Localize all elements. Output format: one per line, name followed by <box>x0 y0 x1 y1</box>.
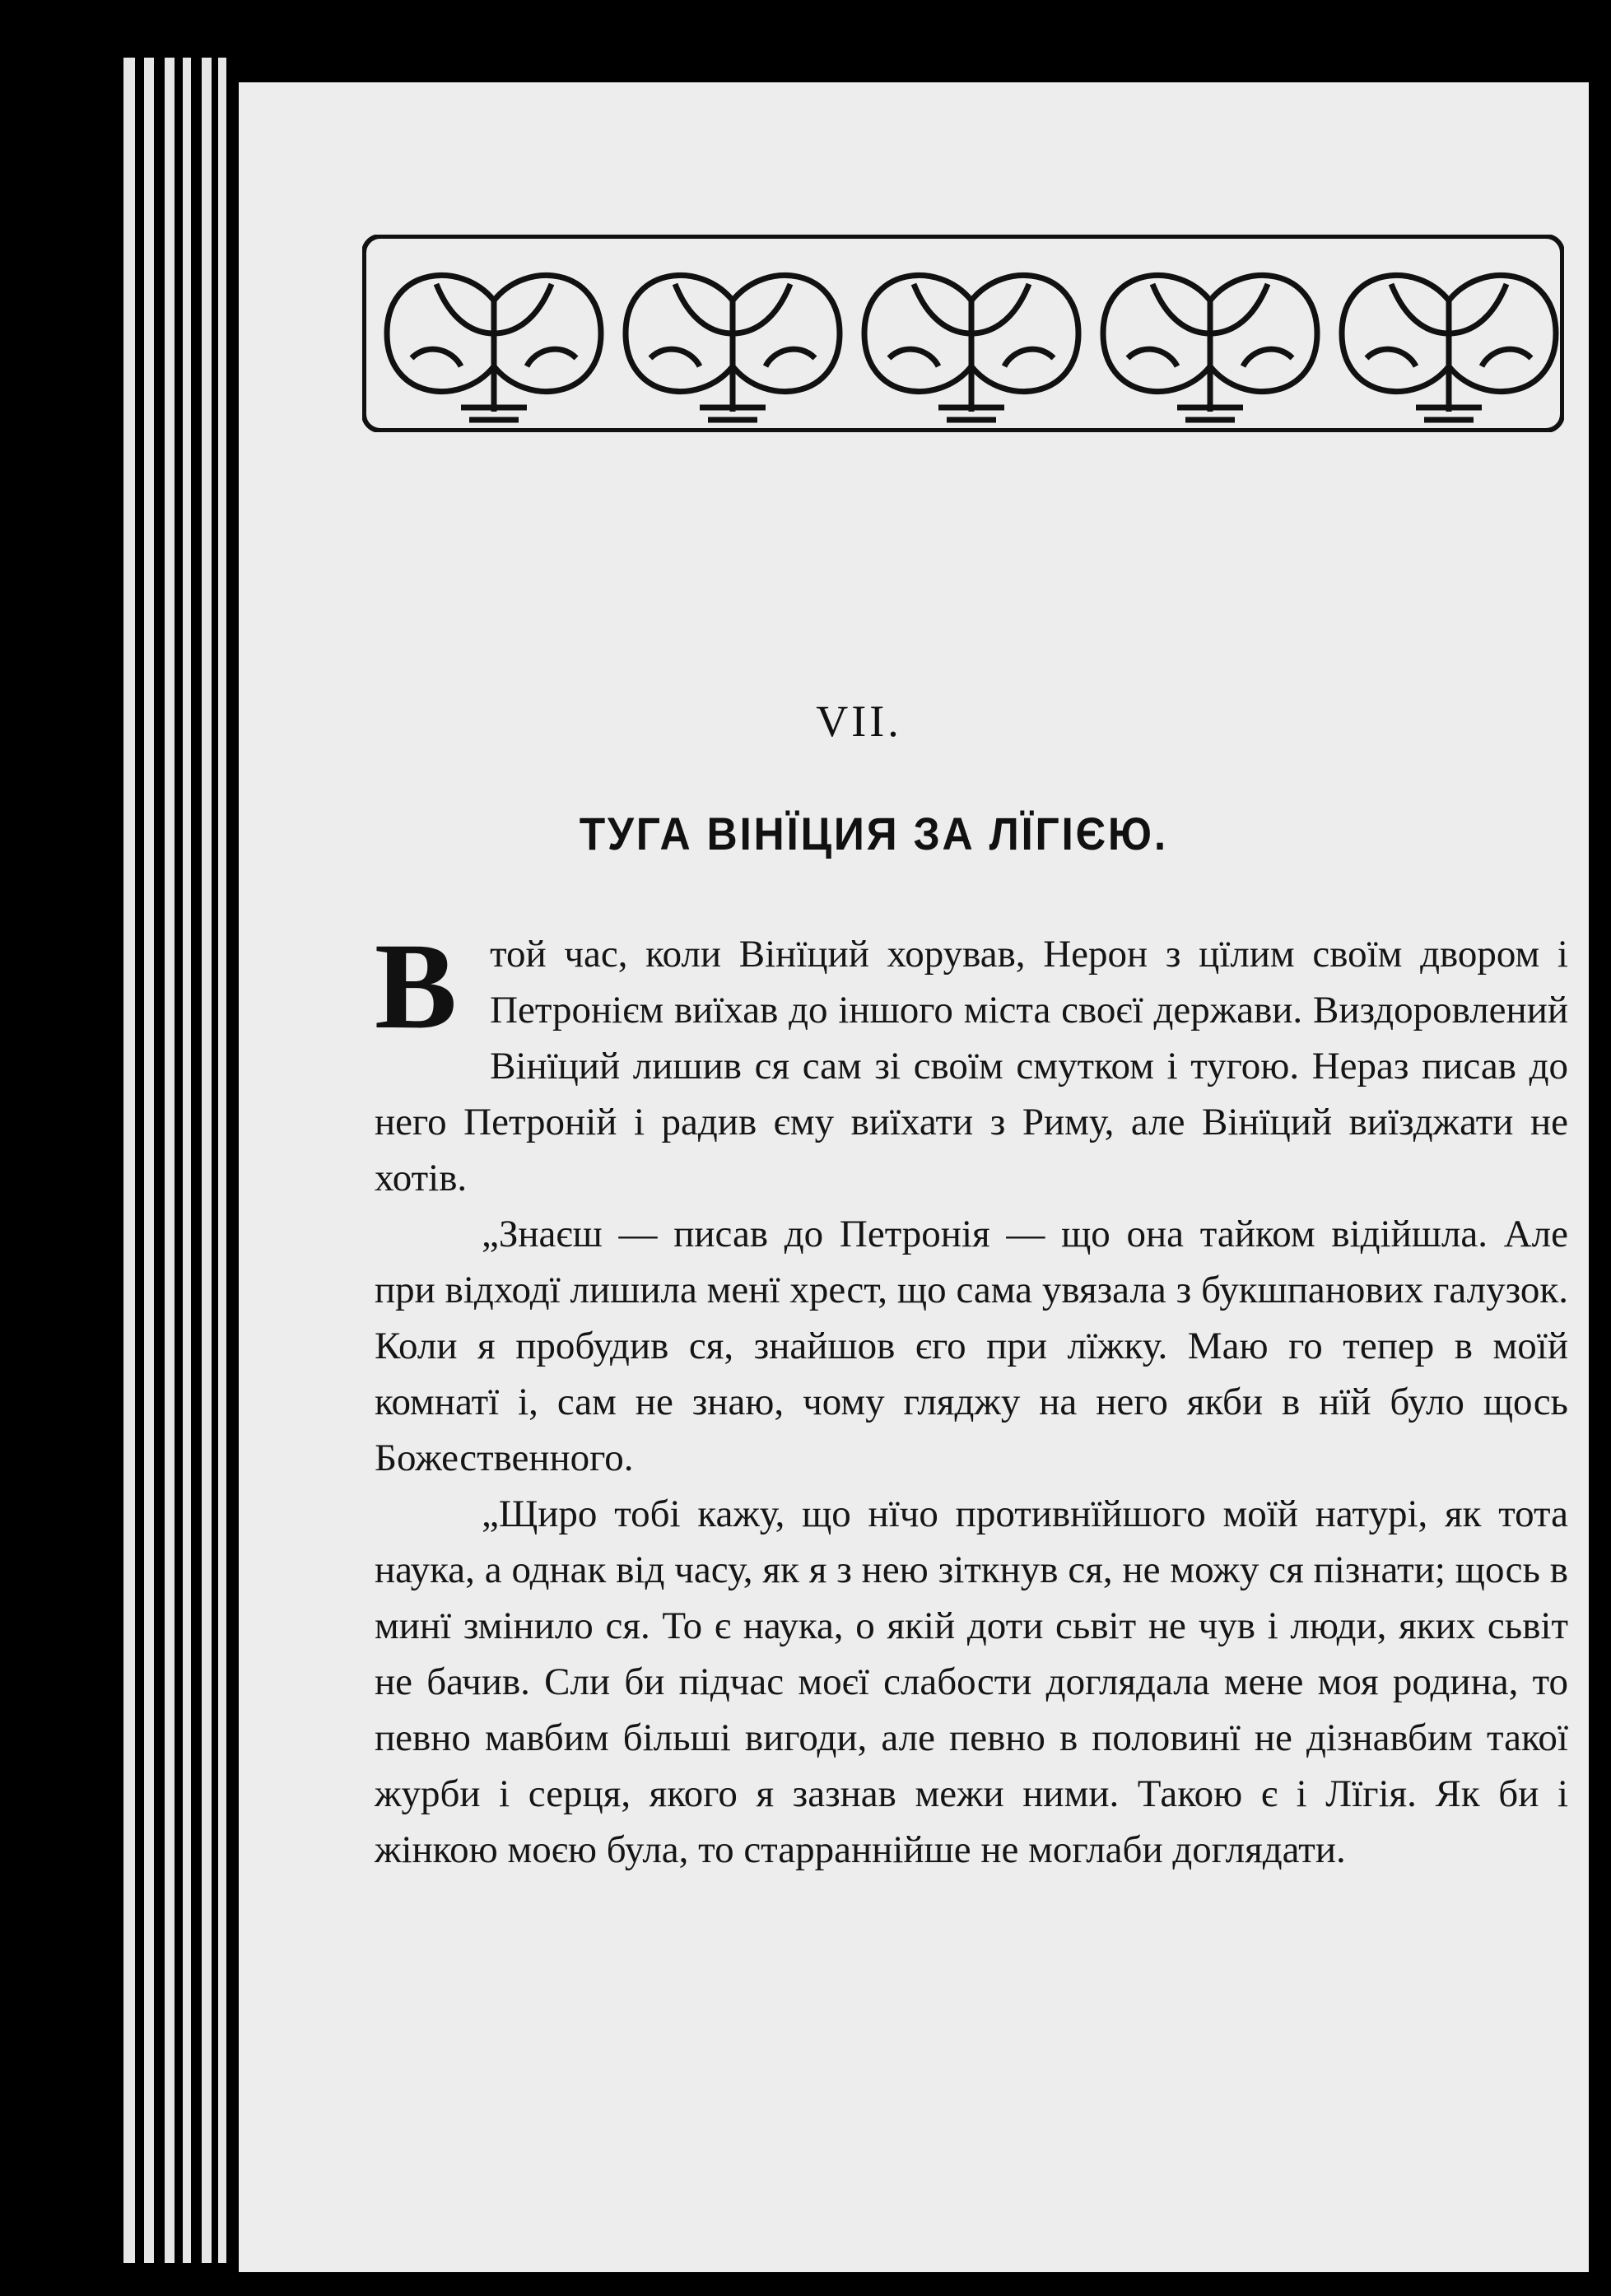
page-edge <box>165 58 175 2263</box>
page-edge <box>123 58 135 2263</box>
page-edge <box>183 58 191 2263</box>
paragraph: „Щиро тобі кажу, що нїчо противнїйшого моїй натурі, як тота наука, а однак від часу, як я з нею зіткнув ся, не можу ся пізнати; щось в минї змінило ся. То є наука, о якій доти сьвіт не чув і люди, яких сьвіт не бачив. Сли би підчас моєї слабости доглядала мене моя родина, то певно мавбим більші вигоди, але певно в половинї не дізнавбим такої журби і серця, якого я зазнав межи ними. Такою є і Лїгія. Як би і жінкою моєю була, то старраннійше не моглаби доглядати. <box>375 1493 1568 1871</box>
page-edge <box>202 58 212 2263</box>
paragraph-text: той час, коли Вінїций хорував, Нерон з цїлим своїм двором і Петронієм виїхав до іншого міста своєї держави. Виздоровлений Вінїций лишив ся сам зі своїм смутком і тугою. Нераз писав до него Петроній і радив єму виїхати з Риму, але Вінїций виїзджати не хотів. <box>375 933 1568 1199</box>
chapter-number: VII. <box>816 696 902 746</box>
decorative-header-ornament <box>362 235 1564 432</box>
chapter-title: ТУГА ВІНЇЦИЯ ЗА ЛЇГІЄЮ. <box>579 808 1168 859</box>
paragraph: „Знаєш — писав до Петронія — що она тайком відійшла. Але при відходї лишила менї хрест, що сама увязала з букшпанових галузок. Коли я пробудив ся, знайшов єго при лїжку. Маю го тепер в моїй комнатї і, сам не знаю, чому гляджу на него якби в нїй було щось Божественного. <box>375 1213 1568 1479</box>
ornament-icon <box>362 235 1564 432</box>
paragraph <box>375 918 1568 1206</box>
page-edge <box>218 58 226 2263</box>
chapter-body <box>375 918 1568 1878</box>
page-edge <box>144 58 154 2263</box>
drop-cap: В <box>375 918 458 1055</box>
